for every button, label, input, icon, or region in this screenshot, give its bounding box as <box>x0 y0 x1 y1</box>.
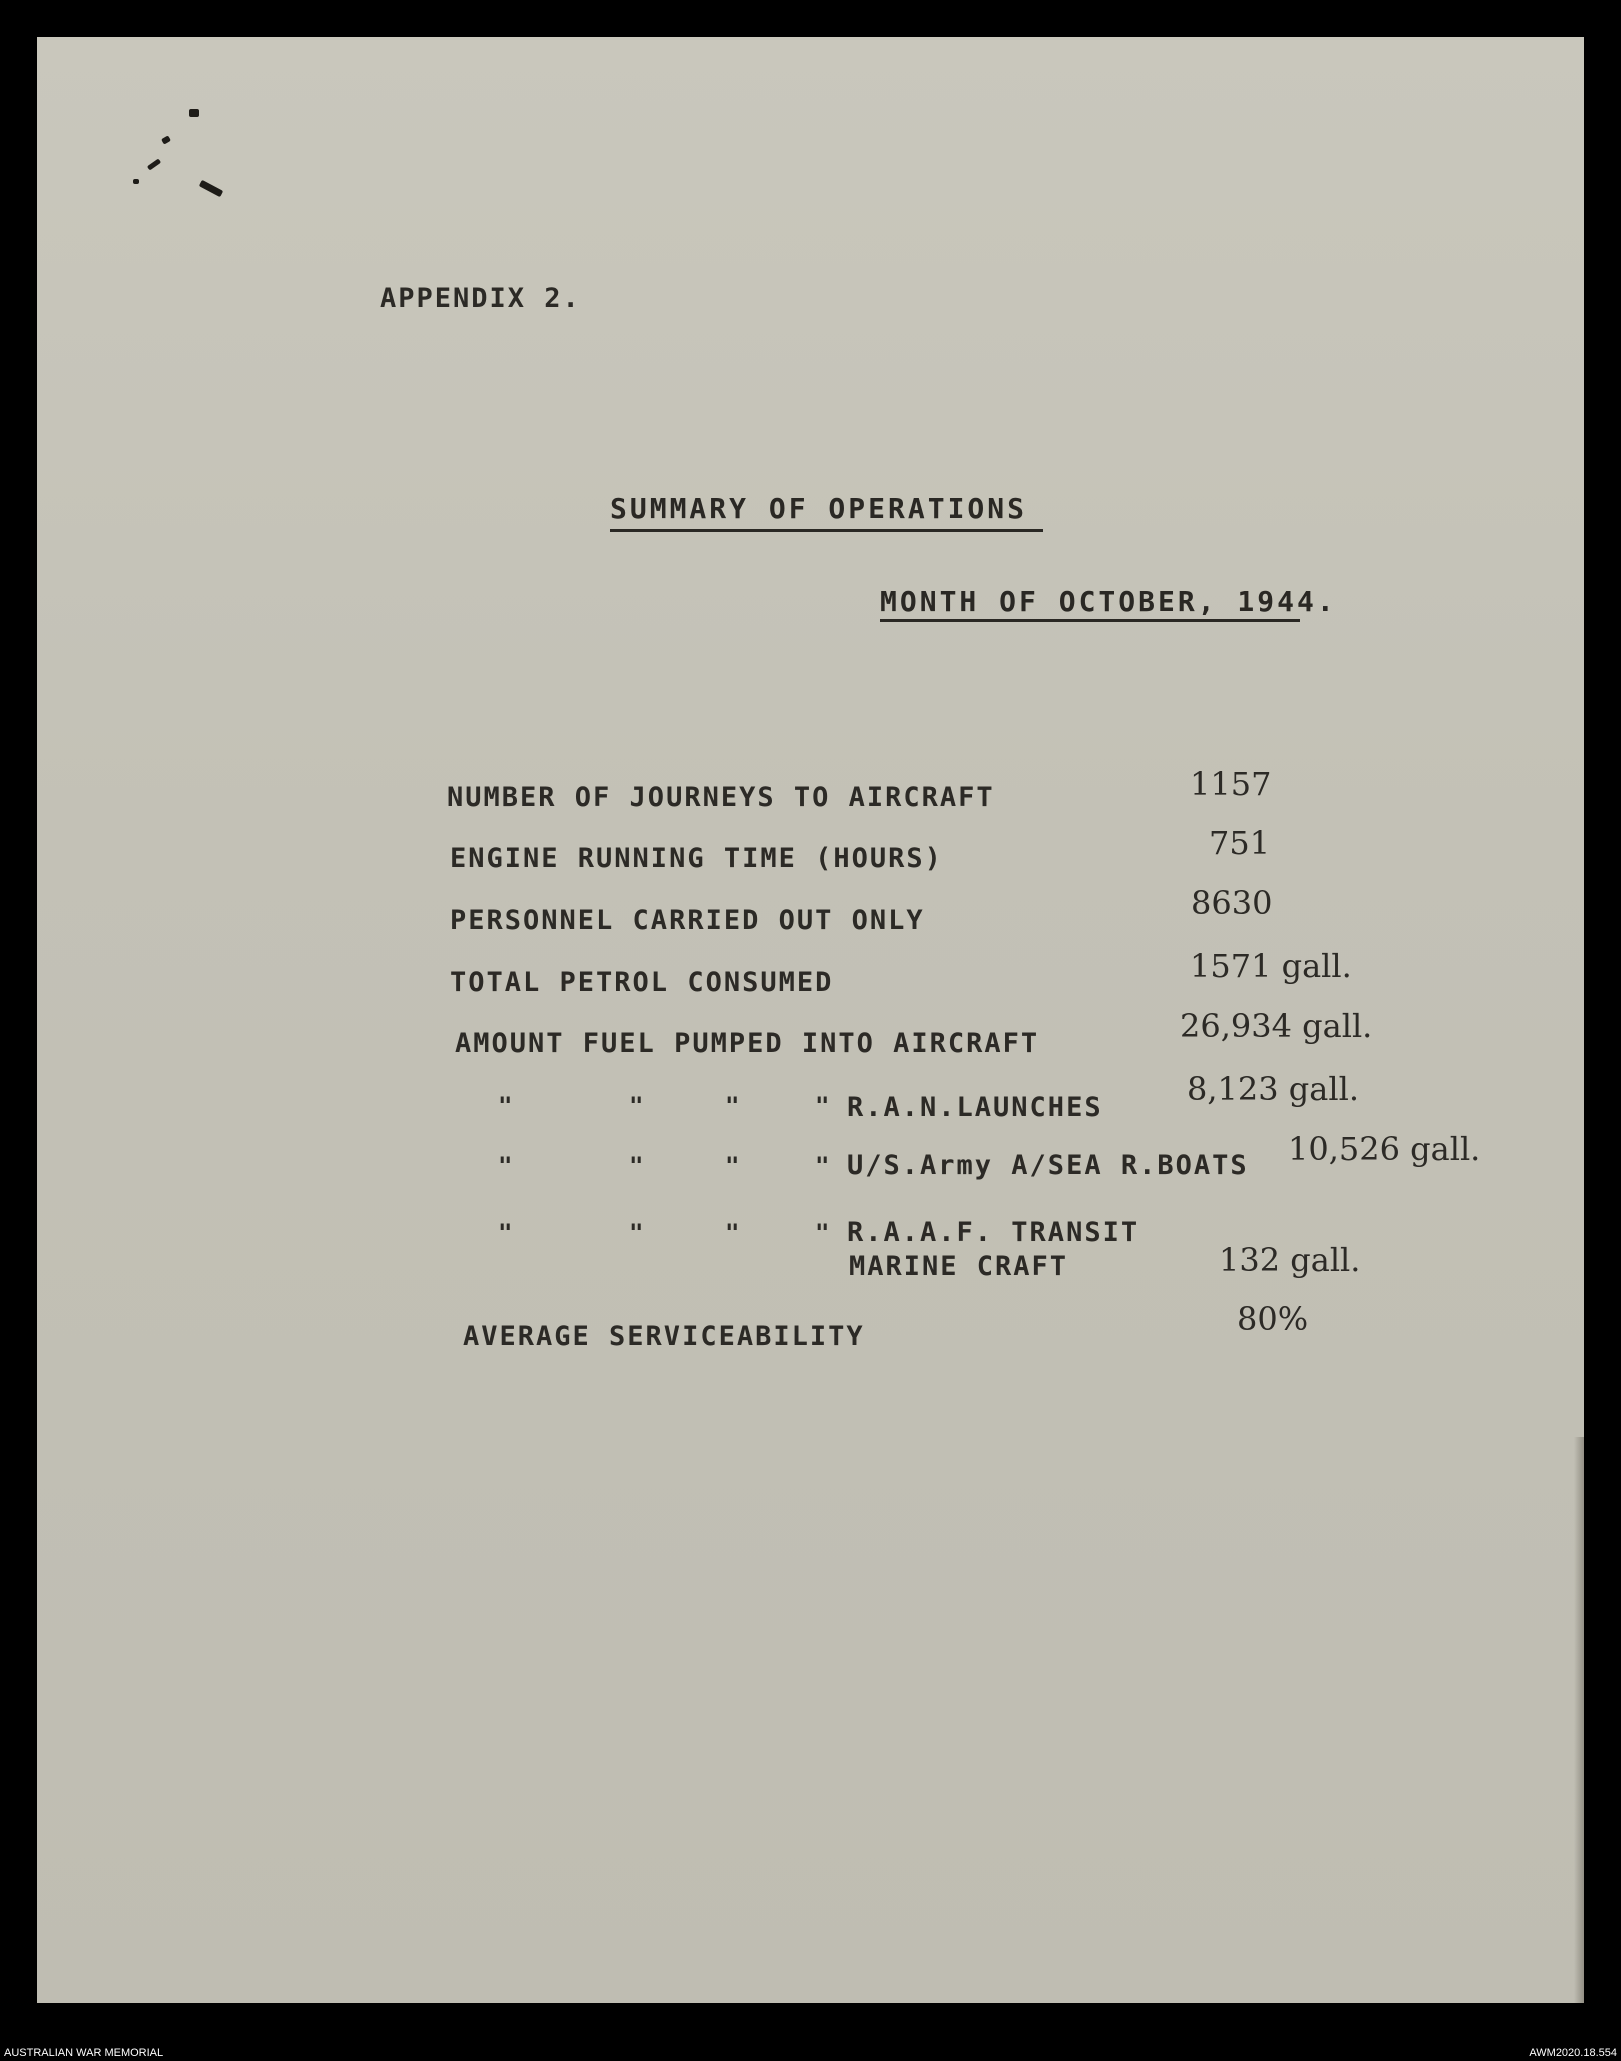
period-underline <box>880 619 1300 622</box>
tear-mark <box>199 180 223 197</box>
row-label: U/S.Army A/SEA R.BOATS <box>847 1150 1249 1181</box>
page-title: SUMMARY OF OPERATIONS <box>610 492 1028 525</box>
ditto-mark: " <box>815 1219 830 1247</box>
tear-mark <box>161 135 171 144</box>
footer-credit: AUSTRALIAN WAR MEMORIAL <box>4 2047 164 2059</box>
ditto-mark: " <box>629 1219 644 1247</box>
ditto-mark: " <box>815 1152 830 1180</box>
document-page <box>37 37 1584 2003</box>
ditto-mark: " <box>629 1152 644 1180</box>
title-underline <box>610 529 1043 532</box>
row-label: PERSONNEL CARRIED OUT ONLY <box>450 905 925 936</box>
row-value: 1571 gall. <box>1190 947 1352 985</box>
row-label-line1: R.A.A.F. TRANSIT <box>847 1217 1140 1248</box>
ditto-mark: " <box>725 1092 740 1120</box>
appendix-label: APPENDIX 2. <box>380 283 581 314</box>
row-label: TOTAL PETROL CONSUMED <box>450 967 834 998</box>
row-value: 10,526 gall. <box>1288 1130 1481 1168</box>
row-value: 26,934 gall. <box>1180 1007 1373 1045</box>
tear-mark <box>189 109 199 117</box>
row-label: AMOUNT FUEL PUMPED INTO AIRCRAFT <box>455 1028 1040 1059</box>
ditto-mark: " <box>725 1219 740 1247</box>
row-label: R.A.N.LAUNCHES <box>847 1092 1103 1123</box>
row-label: ENGINE RUNNING TIME (HOURS) <box>450 843 943 874</box>
tear-mark <box>133 179 139 184</box>
row-label-line2: MARINE CRAFT <box>849 1251 1069 1282</box>
ditto-mark: " <box>815 1092 830 1120</box>
row-value: 751 <box>1209 824 1271 862</box>
ditto-mark: " <box>725 1152 740 1180</box>
footer-id: AWM2020.18.554 <box>1529 2047 1617 2059</box>
ditto-mark: " <box>498 1219 513 1247</box>
tear-mark <box>147 158 161 170</box>
ditto-mark: " <box>498 1092 513 1120</box>
row-value: 80% <box>1237 1300 1309 1338</box>
ditto-mark: " <box>629 1092 644 1120</box>
paper-edge-shadow <box>1574 1437 1584 2003</box>
period-subtitle: MONTH OF OCTOBER, 1944. <box>880 585 1337 618</box>
ditto-mark: " <box>498 1152 513 1180</box>
row-value: 1157 <box>1190 765 1272 803</box>
row-value: 132 gall. <box>1219 1241 1361 1279</box>
row-value: 8,123 gall. <box>1187 1070 1359 1108</box>
row-label: NUMBER OF JOURNEYS TO AIRCRAFT <box>447 782 995 813</box>
row-label: AVERAGE SERVICEABILITY <box>463 1321 865 1352</box>
row-value: 8630 <box>1191 884 1273 922</box>
